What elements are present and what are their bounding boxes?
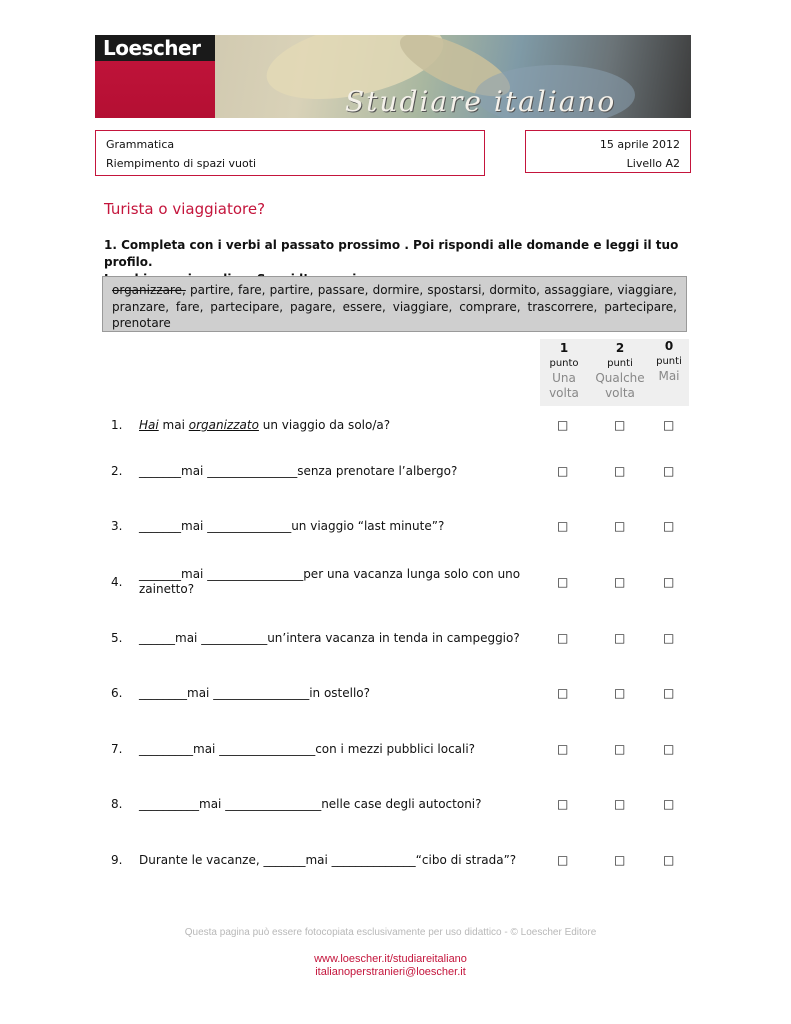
score-unit: punti [656,356,682,367]
frequency-label: Una [552,371,576,385]
score-col-0 [653,339,685,384]
checkbox-q3-once[interactable]: □ [557,519,569,533]
website-link[interactable]: www.loescher.it/studiareitaliano [314,953,467,965]
copyright-notice: Questa pagina può essere fotocopiata esclusivamente per uso didattico - © Loescher Editore [184,927,597,938]
question-number: 5. [111,631,123,645]
question-text: ________mai ________________in ostello? [139,686,371,700]
level-label: Livello A2 [626,157,680,170]
footer-links [0,953,781,979]
question-number: 6. [111,686,123,700]
score-header [540,339,689,406]
topic-box [95,130,485,176]
score-value: 2 [615,341,625,355]
checkbox-q2-never[interactable]: □ [663,464,675,478]
verb-list-box [102,276,687,332]
score-value: 1 [559,341,569,355]
checkbox-q7-once[interactable]: □ [557,742,569,756]
checkbox-q5-never[interactable]: □ [663,631,675,645]
question-text: _______mai ________________per una vacanza lunga solo con uno zainetto? [139,567,521,596]
checkbox-q3-never[interactable]: □ [663,519,675,533]
question-number: 2. [111,464,123,478]
checkbox-q5-sometimes[interactable]: □ [614,631,626,645]
checkbox-q1-never[interactable]: □ [663,418,675,432]
question-number: 8. [111,797,123,811]
checkbox-q9-sometimes[interactable]: □ [614,853,626,867]
frequency-label-2: volta [549,386,579,400]
date-label: 15 aprile 2012 [599,138,680,151]
topic-label: Grammatica [106,138,175,151]
question-number: 1. [111,418,123,432]
publisher-logo: Loescher [103,36,201,60]
example-verb: organizzato [188,418,259,432]
checkbox-q3-sometimes[interactable]: □ [614,519,626,533]
frequency-label: Qualche [595,371,645,385]
checkbox-q8-never[interactable]: □ [663,797,675,811]
checkbox-q8-once[interactable]: □ [557,797,569,811]
example-aux: Hai [139,418,159,432]
checkbox-q5-once[interactable]: □ [557,631,569,645]
date-level-box [525,130,691,173]
checkbox-q8-sometimes[interactable]: □ [614,797,626,811]
question-text: Hai mai organizzato un viaggio da solo/a? [139,418,391,432]
question-text: Durante le vacanze, _______mai ______________“cibo di strada”? [139,853,517,867]
checkbox-q4-never[interactable]: □ [663,575,675,589]
question-number: 7. [111,742,123,756]
question-number: 9. [111,853,123,867]
checkbox-q6-sometimes[interactable]: □ [614,686,626,700]
instruction-line-1: 1. Completa con i verbi al passato prossimo . Poi rispondi alle domande e leggi il tuo profilo. [104,238,679,269]
checkbox-q6-never[interactable]: □ [663,686,675,700]
question-text: _______mai _______________senza prenotare l’albergo? [139,464,458,478]
score-unit: punto [549,358,579,369]
question-text: __________mai ________________nelle case degli autoctoni? [139,797,482,811]
score-value: 0 [664,339,674,353]
score-col-1 [546,341,582,401]
checkbox-q9-once[interactable]: □ [557,853,569,867]
exercise-type-label: Riempimento di spazi vuoti [106,157,257,170]
checkbox-q4-once[interactable]: □ [557,575,569,589]
checkbox-q4-sometimes[interactable]: □ [614,575,626,589]
score-col-2 [592,341,648,401]
verb-example-struck: organizzare, [112,283,186,297]
question-number: 3. [111,519,123,533]
header-banner [95,35,691,118]
email-link[interactable]: italianoperstranieri@loescher.it [315,966,466,978]
checkbox-q7-sometimes[interactable]: □ [614,742,626,756]
question-text: ______mai ___________un’intera vacanza in tenda in campeggio? [139,631,520,645]
checkbox-q6-once[interactable]: □ [557,686,569,700]
question-number: 4. [111,575,123,589]
checkbox-q2-once[interactable]: □ [557,464,569,478]
page-title: Turista o viaggiatore? [104,200,266,218]
checkbox-q1-sometimes[interactable]: □ [614,418,626,432]
frequency-label: Mai [658,369,680,383]
banner-tagline: Studiare italiano [345,85,617,118]
frequency-label-2: volta [605,386,635,400]
question-text: _______mai ______________un viaggio “last minute”? [139,519,445,533]
checkbox-q1-once[interactable]: □ [557,418,569,432]
checkbox-q9-never[interactable]: □ [663,853,675,867]
checkbox-q2-sometimes[interactable]: □ [614,464,626,478]
checkbox-q7-never[interactable]: □ [663,742,675,756]
verb-list: partire, fare, partire, passare, dormire, spostarsi, dormito, assaggiare, viaggiare, pranzare, fare, partecipare, pagare, essere, viaggiare, comprare, trascorrere, partecipare, prenotare [112,283,677,330]
score-unit: punti [607,358,633,369]
question-text: _________mai ________________con i mezzi pubblici locali? [139,742,476,756]
